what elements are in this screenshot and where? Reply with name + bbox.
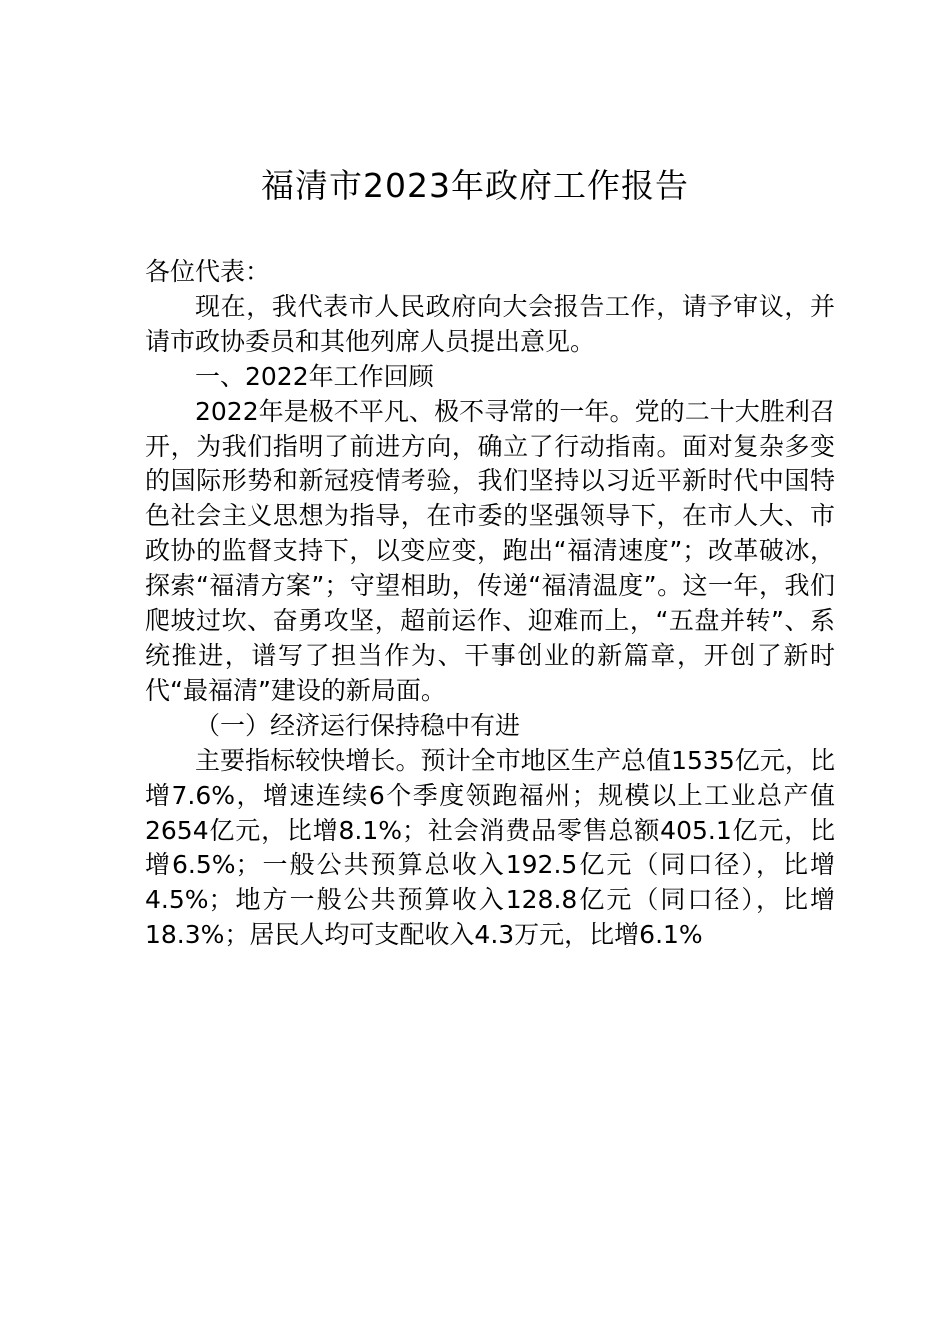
subsection-heading-economy: （一）经济运行保持稳中有进: [195, 710, 521, 740]
review-paragraph: 2022年是极不平凡、极不寻常的一年。党的二十大胜利召开，为我们指明了前进方向，确立了行动指南。面对复杂多变的国际形势和新冠疫情考验，我们坚持以习近平新时代中国特色社会主义思想为指导，在市委的坚强领导下，在市人大、市政协的监督支持下，以变应变，跑出“福清速度”；改革破冰，探索“福清方案”；守望相助，传递“福清温度”。这一年，我们爬坡过坎、奋勇攻坚，超前运作、迎难而上，“五盘并转”、系统推进，谱写了担当作为、干事创业的新篇章，开创了新时代“最福清”建设的新局面。: [145, 396, 835, 705]
salutation: 各位代表：: [145, 257, 271, 286]
economy-paragraph: 主要指标较快增长。预计全市地区生产总值1535亿元，比增7.6%，增速连续6个季度领跑福州；规模以上工业总产值2654亿元，比增8.1%；社会消费品零售总额405.1亿元，比增6.5%；一般公共预算总收入192.5亿元（同口径），比增4.5%；地方一般公共预算收入128.8亿元（同口径），比增18.3%；居民人均可支配收入4.3万元，比增6.1%: [145, 745, 835, 950]
document-title: 福清市2023年政府工作报告: [261, 166, 689, 205]
document-body: [145, 255, 835, 953]
opening-paragraph: 现在，我代表市人民政府向大会报告工作，请予审议，并请市政协委员和其他列席人员提出意见。: [145, 291, 835, 356]
section-heading-review: 一、2022年工作回顾: [195, 361, 434, 391]
